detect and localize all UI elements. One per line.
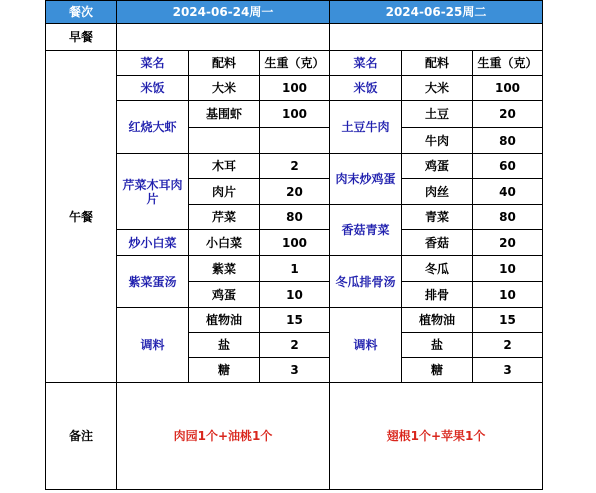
day1-ingredient: 糖 xyxy=(188,357,260,383)
day1-weight-col-header: 生重（克） xyxy=(259,50,330,76)
day2-dish-col-header: 菜名 xyxy=(329,50,402,76)
day2-ingredient: 大米 xyxy=(401,75,473,101)
day2-weight: 10 xyxy=(472,281,543,308)
day1-date-header: 2024-06-24周一 xyxy=(116,0,330,24)
day1-dish-name: 米饭 xyxy=(116,75,189,101)
day1-breakfast-cell xyxy=(116,23,330,51)
day2-weight: 80 xyxy=(472,127,543,154)
day1-weight: 20 xyxy=(259,178,330,205)
day2-weight-col-header: 生重（克） xyxy=(472,50,543,76)
day1-ingredient: 肉片 xyxy=(188,178,260,205)
day2-weight: 60 xyxy=(472,153,543,179)
day2-ingredient: 香菇 xyxy=(401,229,473,256)
day2-dish-name: 冬瓜排骨汤 xyxy=(329,255,402,308)
day1-dish-name: 红烧大虾 xyxy=(116,100,189,154)
day2-ingredient: 排骨 xyxy=(401,281,473,308)
day2-weight: 100 xyxy=(472,75,543,101)
day1-ingredient: 基围虾 xyxy=(188,100,260,128)
meal-column-header: 餐次 xyxy=(45,0,117,24)
day1-dish-col-header: 菜名 xyxy=(116,50,189,76)
day2-weight: 10 xyxy=(472,255,543,282)
day2-ingredient: 青菜 xyxy=(401,204,473,230)
day2-dish-name: 米饭 xyxy=(329,75,402,101)
day2-dish-name: 土豆牛肉 xyxy=(329,100,402,154)
day1-ingredient-col-header: 配料 xyxy=(188,50,260,76)
day1-ingredient xyxy=(188,127,260,154)
day1-ingredient: 木耳 xyxy=(188,153,260,179)
day2-weight: 20 xyxy=(472,229,543,256)
day2-date-header: 2024-06-25周二 xyxy=(329,0,543,24)
day1-ingredient: 芹菜 xyxy=(188,204,260,230)
day1-weight: 1 xyxy=(259,255,330,282)
day1-weight: 80 xyxy=(259,204,330,230)
day2-ingredient-col-header: 配料 xyxy=(401,50,473,76)
day2-notes: 翅根1个+苹果1个 xyxy=(329,382,543,490)
day1-weight: 2 xyxy=(259,153,330,179)
day1-dish-name: 紫菜蛋汤 xyxy=(116,255,189,308)
day1-ingredient: 小白菜 xyxy=(188,229,260,256)
day2-ingredient: 土豆 xyxy=(401,100,473,128)
day2-weight: 15 xyxy=(472,307,543,333)
day1-weight: 3 xyxy=(259,357,330,383)
day1-weight: 2 xyxy=(259,332,330,358)
day2-dish-name: 调料 xyxy=(329,307,402,383)
day2-ingredient: 牛肉 xyxy=(401,127,473,154)
day2-breakfast-cell xyxy=(329,23,543,51)
day2-ingredient: 鸡蛋 xyxy=(401,153,473,179)
day2-weight: 40 xyxy=(472,178,543,205)
notes-label: 备注 xyxy=(45,382,117,490)
day1-notes: 肉园1个+油桃1个 xyxy=(116,382,330,490)
day1-weight: 10 xyxy=(259,281,330,308)
day1-ingredient: 紫菜 xyxy=(188,255,260,282)
day2-weight: 2 xyxy=(472,332,543,358)
day1-ingredient: 鸡蛋 xyxy=(188,281,260,308)
day2-ingredient: 糖 xyxy=(401,357,473,383)
day1-ingredient: 大米 xyxy=(188,75,260,101)
day2-ingredient: 盐 xyxy=(401,332,473,358)
day1-weight: 100 xyxy=(259,75,330,101)
day1-weight: 100 xyxy=(259,229,330,256)
day2-dish-name: 香菇青菜 xyxy=(329,204,402,256)
day2-weight: 3 xyxy=(472,357,543,383)
day1-dish-name: 芹菜木耳肉片 xyxy=(116,153,189,230)
day1-dish-name: 炒小白菜 xyxy=(116,229,189,256)
day1-ingredient: 盐 xyxy=(188,332,260,358)
day2-ingredient: 肉丝 xyxy=(401,178,473,205)
day1-weight: 15 xyxy=(259,307,330,333)
day1-dish-name: 调料 xyxy=(116,307,189,383)
day2-weight: 80 xyxy=(472,204,543,230)
day1-weight xyxy=(259,127,330,154)
day2-ingredient: 冬瓜 xyxy=(401,255,473,282)
day1-weight: 100 xyxy=(259,100,330,128)
day2-weight: 20 xyxy=(472,100,543,128)
day2-ingredient: 植物油 xyxy=(401,307,473,333)
lunch-label: 午餐 xyxy=(45,50,117,383)
day2-dish-name: 肉末炒鸡蛋 xyxy=(329,153,402,205)
menu-table xyxy=(45,0,543,490)
breakfast-label: 早餐 xyxy=(45,23,117,51)
day1-ingredient: 植物油 xyxy=(188,307,260,333)
